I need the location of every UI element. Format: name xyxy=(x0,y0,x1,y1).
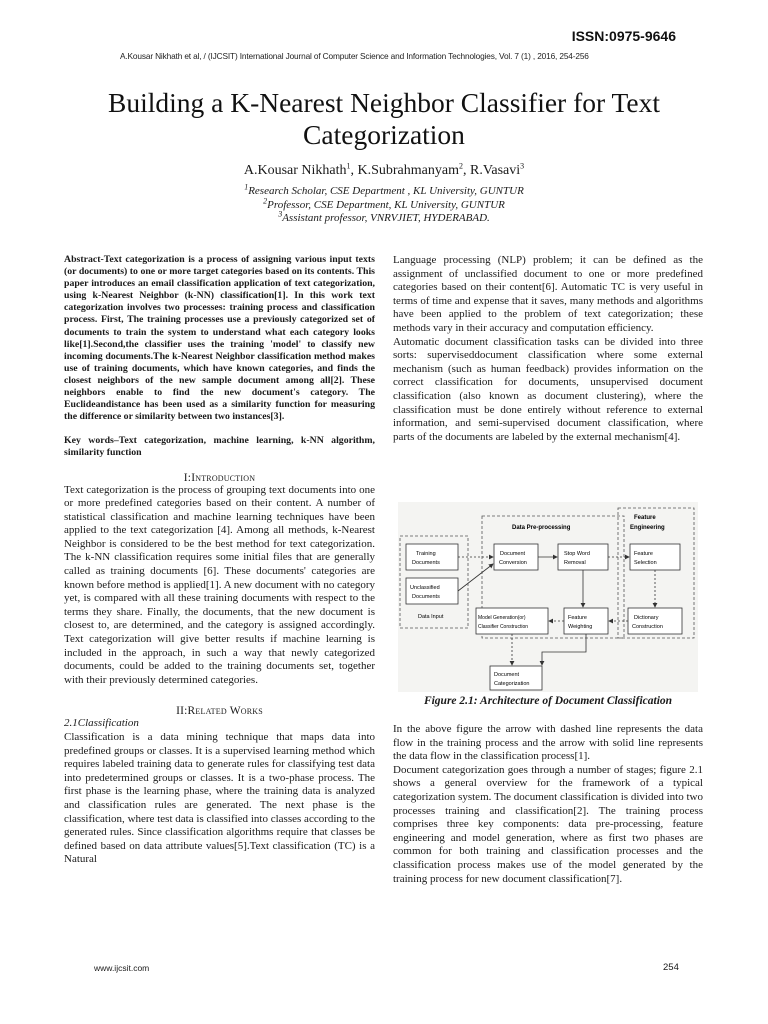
affiliations xyxy=(50,182,718,226)
introduction-text: Text categorization is the process of grouping text documents into one or more predefined categories based on their content. A number of statistical classification and machine learning techniques have been applied to the text categorization [4]. Among all methods, k-Nearest Neighbor is considered to be the best method for text categorization. The k-NN classification requires some initial files that are generally called as training documents [6]. These documents' categories are known before method is applied[1]. A new document with no category yet, is compared with all these training documents with respect to the terms they share. Finally, the documents, that the new document is closest to, are determined, and the category is assigned accordingly. Text categorization will give better results if machine learning is included in the approach, in such a way that newly categorized documents, could be added to the training documents set, together with their previously determined categories. xyxy=(64,483,375,686)
section-number: I: xyxy=(183,471,192,484)
affiliation-3 xyxy=(50,209,718,226)
affiliation-1-text: Research Scholar, CSE Department , KL University, GUNTUR xyxy=(248,185,524,197)
author-separator: , xyxy=(350,163,358,178)
text-stop-word: Stop Word xyxy=(564,551,590,557)
classification-text: Classification is a data mining technique that maps data into predefined groups or classes. It is a supervised learning method which requires labeled training data to generate rules for classifying test data into predetermined groups or classes. It is a two-phase process. The first phase is the learning phase, where the training data is analyzed and classification rules are generated. The next phase is the classification, where test data is classified into classes according to the generated rules. Since classification algorithms require that classes be defined based on data attribute values[5].Text classification (TC) is a Natural xyxy=(64,731,375,866)
author-2: K.Subrahmanyam xyxy=(357,163,459,178)
affiliation-2 xyxy=(50,195,718,213)
author-2-sup: 2 xyxy=(458,161,463,171)
label-engineering: Engineering xyxy=(630,525,665,531)
stages-paragraph: Document categorization goes through a number of stages; figure 2.1 shows a general overview for the framework of a typical categorization system. The document classification is divided into two processes training and classification[2]. The training process comprises three key components: data pre-processing, feature engineering and model generation, where as first two phases are common for both training and classification processes and the classification process makes use of the model generated by the training process for new document classification[7]. xyxy=(393,763,703,885)
text-unclassified: Unclassified xyxy=(410,585,440,591)
figure-explanation-paragraph: In the above figure the arrow with dashed line represents the data flow in the training process and the arrow with solid line represents the data flow in the classification process[1]. xyxy=(393,723,703,763)
label-feature: Feature xyxy=(634,515,656,521)
text-categorization: Categorization xyxy=(494,681,530,687)
affiliation-1 xyxy=(50,182,718,199)
nlp-paragraph: Language processing (NLP) problem; it can be defined as the assignment of unclassified document to one or more predefined categories based on their content[6]. Automatic TC is very useful in terms of time and expense that it saves, many methods and algorithms have been applied to the problem of text categorization; these methods vary in their accuracy and computation efficiency. xyxy=(393,254,703,334)
right-column-bottom xyxy=(393,723,703,886)
subsection-heading-classification: 2.1Classification xyxy=(64,717,139,730)
text-dictionary: Dictionary xyxy=(634,615,659,621)
abstract: Abstract-Text categorization is a process of assigning various input texts (or documents) to one or more target categories based on its contents. This paper introduces an email classification application of text categorization, using k-Nearest Neighbor (k-NN) classification[1]. In this work text categorization involves two processes: training process and classification process. First, The training processes use a previously categorized set of documents to train the system to understand what each category looks like[1].Second,the classifier uses the training 'model' to classify new incoming documents.The k-Nearest Neighbor classification method makes use of training documents, which have known categories, and finds the closest neighbors of the new sample document among all[2]. These neighbors enable to find the new document's category. The Euclideandistance has been used as a similarity function for measuring the difference or similarity between two instances[3]. xyxy=(64,254,375,423)
diagram-svg xyxy=(398,502,698,692)
box-model-generation xyxy=(476,608,548,634)
author-3-sup: 3 xyxy=(520,161,525,171)
section-heading-related-works xyxy=(64,705,375,717)
paper-title: Building a K-Nearest Neighbor Classifier for Text Categorization xyxy=(107,87,660,150)
keywords: Key words–Text categorization, machine learning, k-NN algorithm, similarity function xyxy=(64,435,375,459)
text-removal: Removal xyxy=(564,560,586,566)
figure-caption: Figure 2.1: Architecture of Document Classification xyxy=(423,695,673,707)
box-feature-weighting xyxy=(564,608,608,634)
left-column xyxy=(64,254,375,867)
footer-url: www.ijcsit.com xyxy=(94,963,150,973)
issn-number: ISSN:0975-9646 xyxy=(571,28,676,44)
affiliation-2-text: Professor, CSE Department, KL University, GUNTUR xyxy=(267,198,505,211)
box-training-documents xyxy=(406,544,458,570)
author-separator: , xyxy=(462,163,470,178)
section-title: Related Works xyxy=(187,705,263,718)
affiliation-3-text: Assistant professor, VNRVJIET, HYDERABAD. xyxy=(282,212,490,225)
architecture-diagram xyxy=(398,502,698,692)
author-1-sup: 1 xyxy=(346,161,351,171)
right-column-top xyxy=(393,254,703,444)
text-documents: Documents xyxy=(412,594,440,600)
text-feature: Feature xyxy=(568,615,587,621)
affiliation-1-sup: 1 xyxy=(244,182,249,192)
text-selection: Selection xyxy=(634,560,657,566)
text-document: Document xyxy=(500,551,526,557)
label-data-input: Data Input xyxy=(418,614,444,620)
author-3: R.Vasavi xyxy=(469,163,521,178)
text-model-generation: Model Generation(or) xyxy=(478,615,526,621)
box-dictionary-construction xyxy=(628,608,682,634)
author-line xyxy=(50,163,718,179)
author-1: A.Kousar Nikhath xyxy=(243,163,347,178)
text-weighting: Weighting xyxy=(568,624,593,630)
section-title: Introduction xyxy=(191,471,256,484)
box-document-conversion xyxy=(494,544,538,570)
box-stop-word-removal xyxy=(558,544,608,570)
section-heading-introduction xyxy=(64,472,375,484)
affiliation-3-sup: 3 xyxy=(278,209,283,219)
text-documents: Documents xyxy=(412,560,440,566)
text-document: Document xyxy=(494,672,520,678)
journal-citation: A.Kousar Nikhath et al, / (IJCSIT) International Journal of Computer Science and Information Technologies, Vol. 7 (1) , 2016, 254-256 xyxy=(120,51,589,61)
text-feature: Feature xyxy=(634,551,653,557)
box-feature-selection xyxy=(630,544,680,570)
classification-types-paragraph: Automatic document classification tasks can be divided into three sorts: superviseddocument classification where some external mechanism (such as human feedback) provides information on the correct classification for documents, unsupervised document classification (also known as document clustering), where the classification must be done entirely without reference to external information, and semi-supervised document classification, where parts of the documents are labeled by the external mechanism[4]. xyxy=(393,335,703,443)
page-number: 254 xyxy=(663,962,679,973)
section-number: II: xyxy=(176,705,188,718)
text-conversion: Conversion xyxy=(499,560,527,566)
box-unclassified-documents xyxy=(406,578,458,604)
text-training: Training xyxy=(416,551,436,557)
label-data-preprocessing: Data Pre-processing xyxy=(512,525,571,531)
text-construction: Construction xyxy=(632,624,663,630)
text-classifier-construction: Classifier Construction xyxy=(478,624,529,630)
affiliation-2-sup: 2 xyxy=(263,195,268,205)
